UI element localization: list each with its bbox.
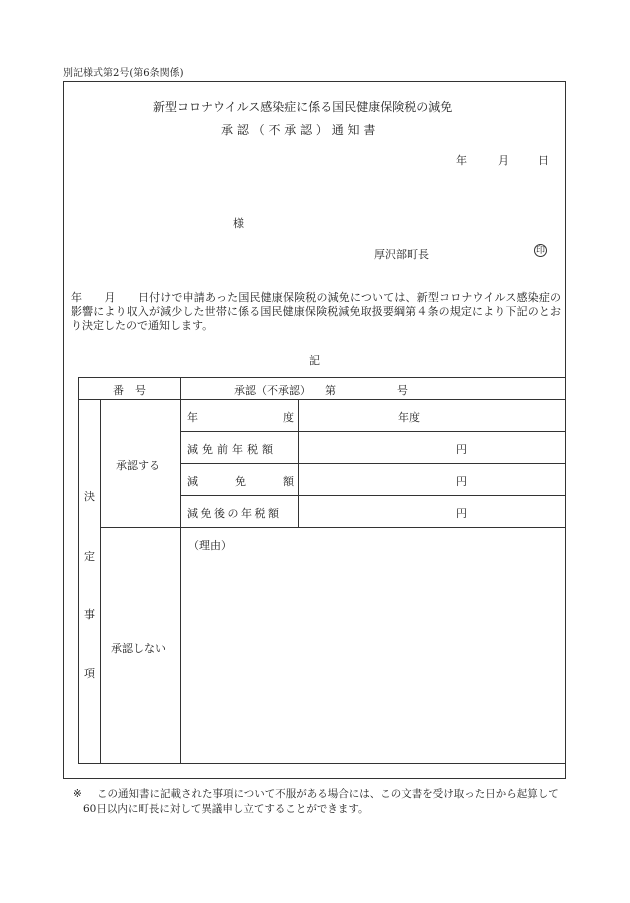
date-month: 月 bbox=[498, 154, 509, 167]
table-column-line bbox=[100, 399, 101, 763]
row-label-year-a: 年 bbox=[187, 411, 198, 424]
row-label-year-b: 度 bbox=[283, 411, 294, 424]
footer-note bbox=[73, 787, 567, 817]
approval-number-go: 号 bbox=[397, 384, 408, 397]
row-label-post-tax: 減免後の年税額 bbox=[187, 507, 282, 520]
decision-label-char: 決 bbox=[84, 490, 95, 503]
row-value-pre-tax: 円 bbox=[456, 443, 467, 456]
decision-label-char: 項 bbox=[84, 667, 95, 680]
reject-label: 承認しない bbox=[111, 642, 166, 655]
row-value-reduction: 円 bbox=[456, 475, 467, 488]
table-header-line bbox=[78, 399, 566, 400]
table-row-line bbox=[180, 431, 566, 432]
row-value-post-tax: 円 bbox=[456, 507, 467, 520]
row-label-pre-tax: 減免前年税額 bbox=[187, 443, 277, 456]
notice-paragraph: 年 月 日付けで申請あった国民健康保険税の減免については、新型コロナウイルス感染症の影響により収入が減少した世帯に係る国民健康保険税減免取扱要綱第４条の規定により下記のとおり決定したので通知します。 bbox=[71, 291, 561, 332]
row-label-reduction-a: 減 bbox=[187, 475, 198, 488]
number-label: 番 号 bbox=[113, 384, 146, 397]
table-row-line bbox=[180, 495, 566, 496]
document-frame bbox=[63, 81, 566, 779]
date-day: 日 bbox=[538, 154, 549, 167]
note-mark: ※ bbox=[73, 788, 82, 800]
row-label-reduction-b: 免 bbox=[235, 475, 246, 488]
approval-number-dai: 第 bbox=[325, 384, 336, 397]
sender-name: 厚沢部町長 bbox=[374, 248, 429, 261]
reason-label: （理由） bbox=[188, 539, 232, 552]
table-row-line bbox=[180, 463, 566, 464]
table-section-line bbox=[100, 527, 566, 528]
addressee-honorific: 様 bbox=[233, 217, 244, 230]
ki-mark: 記 bbox=[309, 354, 320, 367]
decision-label-char: 事 bbox=[84, 608, 95, 621]
approve-label: 承認する bbox=[116, 459, 160, 472]
form-reference: 別記様式第2号(第6条関係) bbox=[63, 68, 184, 79]
row-value-year: 年度 bbox=[398, 411, 420, 424]
date-year: 年 bbox=[456, 154, 467, 167]
document-title: 新型コロナウイルス感染症に係る国民健康保険税の減免 bbox=[153, 100, 453, 114]
table-left-border bbox=[78, 377, 79, 763]
table-bottom-line bbox=[78, 763, 566, 764]
approval-number-prefix: 承認（不承認） bbox=[234, 384, 311, 397]
table-column-line bbox=[298, 399, 299, 527]
table-column-line bbox=[180, 377, 181, 763]
table-top-line bbox=[78, 377, 566, 378]
seal-mark: 印 bbox=[535, 246, 545, 256]
note-text: この通知書に記載された事項について不服がある場合には、この文書を受け取った日から起算して60日以内に町長に対して異議申し立てすることができます。 bbox=[83, 788, 559, 815]
document-subtitle: 承 認 （ 不 承 認 ） 通 知 書 bbox=[221, 123, 376, 137]
decision-label-char: 定 bbox=[84, 550, 95, 563]
row-label-reduction-c: 額 bbox=[283, 475, 294, 488]
